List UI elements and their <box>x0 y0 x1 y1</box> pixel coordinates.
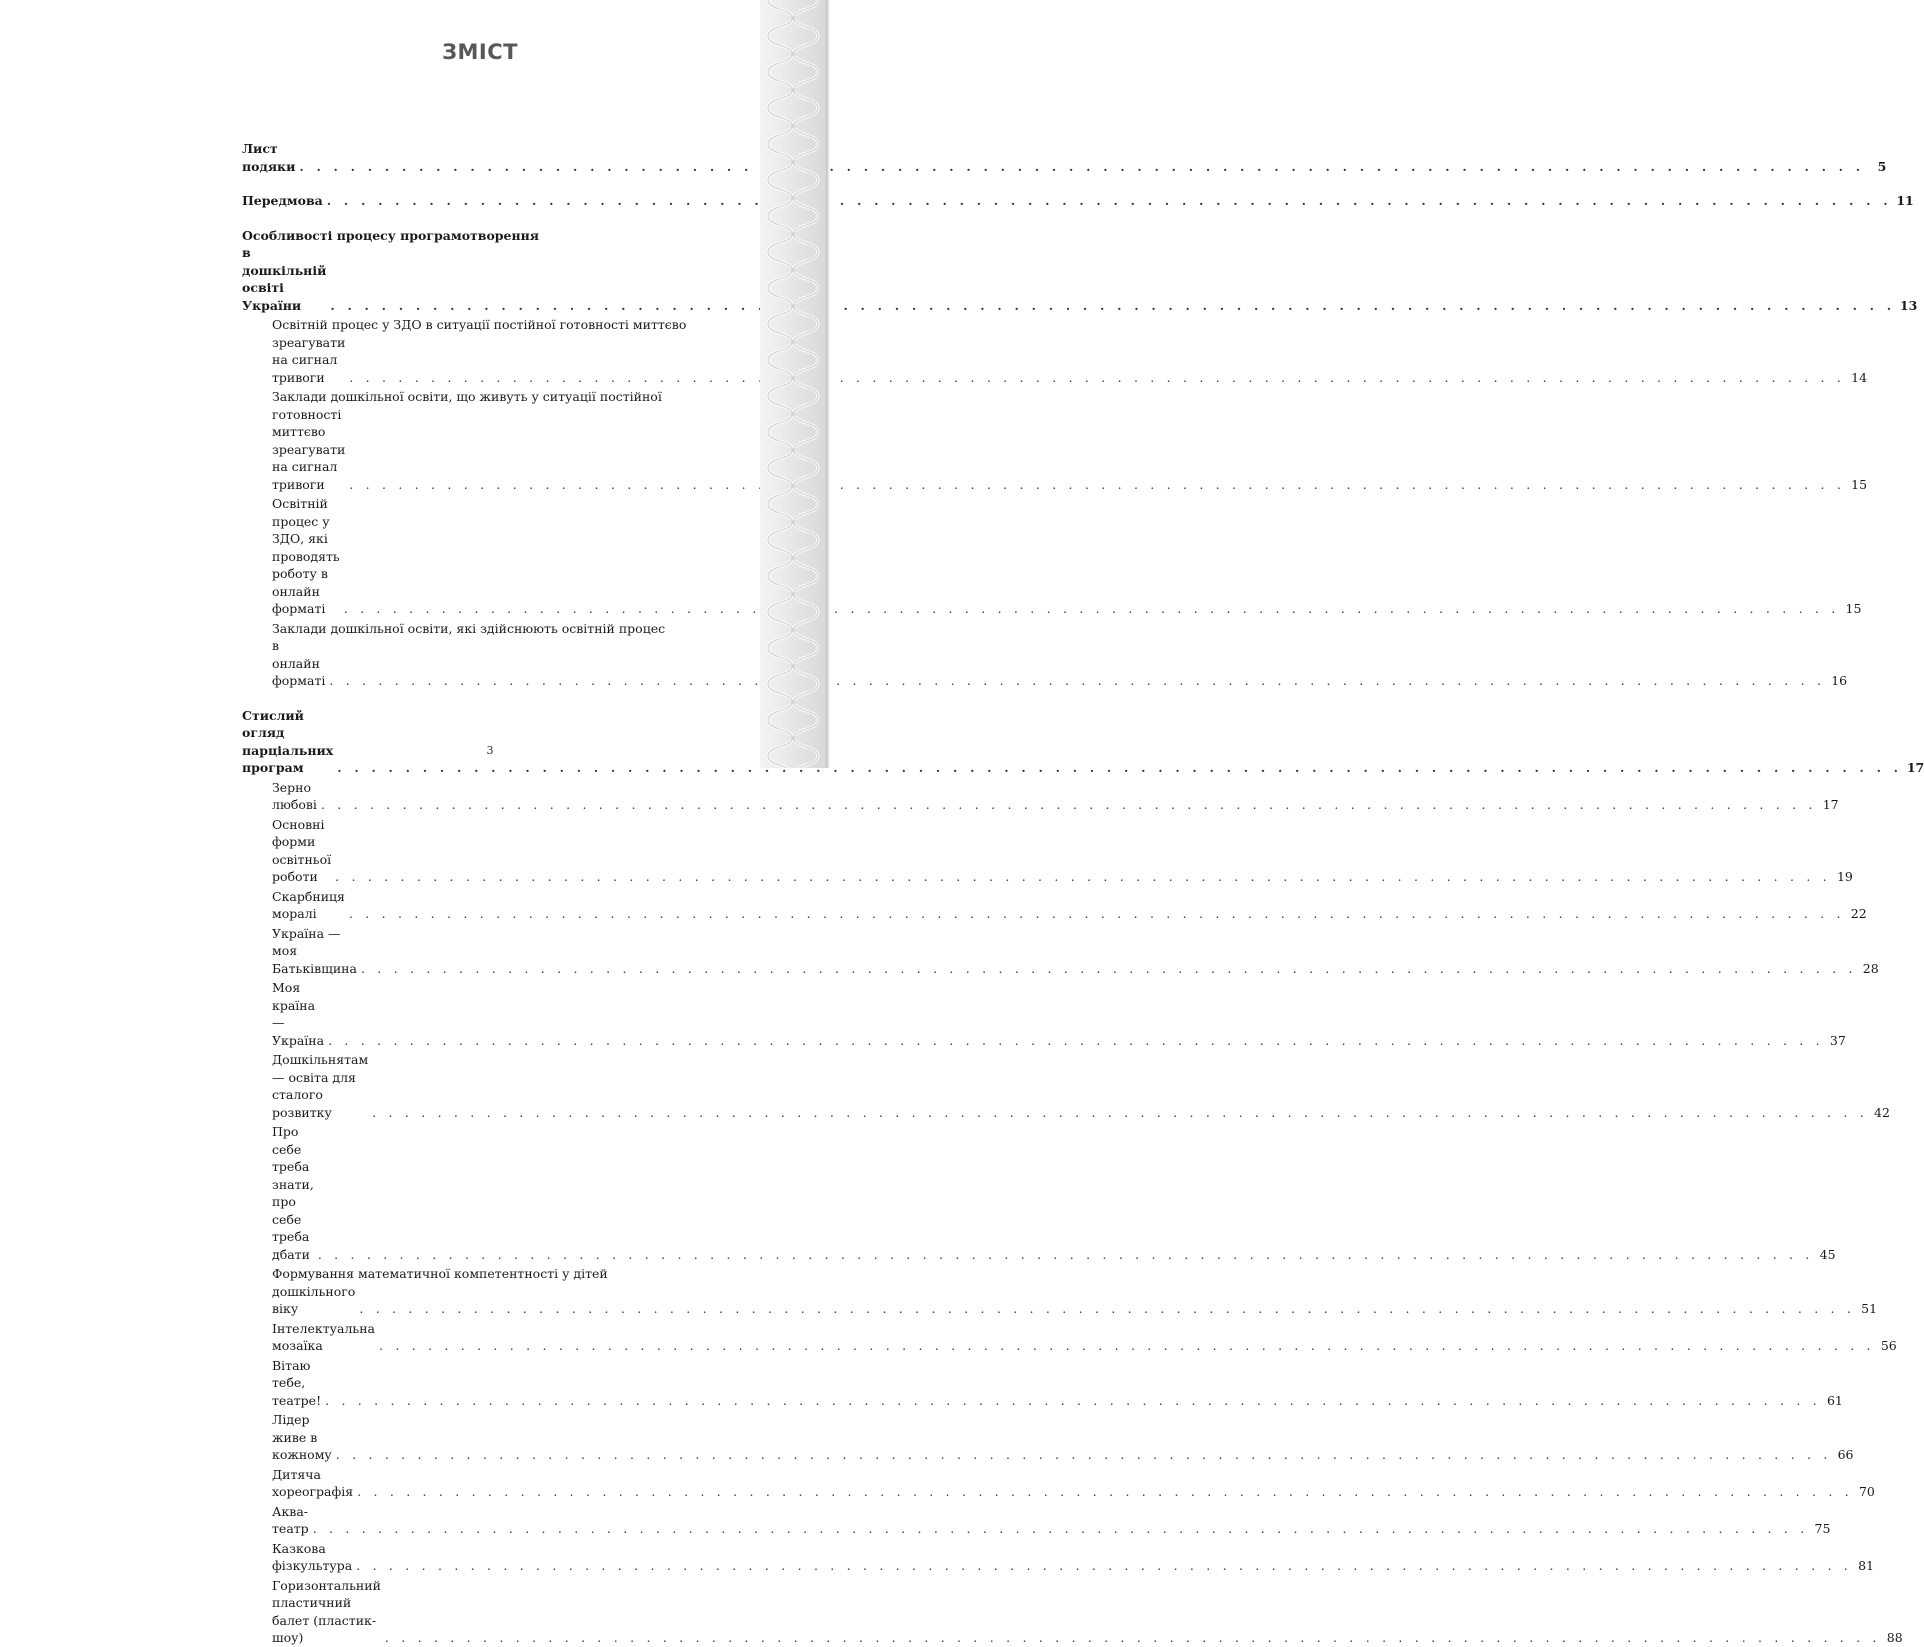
toc-dot-leader <box>349 905 1845 923</box>
toc-page-number: 75 <box>1814 1521 1831 1536</box>
toc-entry-row <box>272 1051 1890 1121</box>
toc-entry-title: Зерно любові <box>272 779 317 812</box>
toc-dot-leader <box>372 1104 1868 1122</box>
toc-dot-leader <box>328 1032 1824 1050</box>
toc-entry-title: Вітаю тебе, театре! <box>272 1357 322 1408</box>
toc-dot-leader <box>361 960 1857 978</box>
toc-entry-row <box>272 1411 1854 1464</box>
toc-entry-row <box>272 1357 1843 1410</box>
toc-entry-row <box>272 816 1853 886</box>
toc-dot-leader <box>299 158 1864 176</box>
toc-dot-leader <box>325 1392 1821 1410</box>
toc-dot-leader <box>344 600 1840 618</box>
toc-entry-title: Скарбниця моралі <box>272 888 345 921</box>
toc-page-number: 37 <box>1829 1032 1846 1048</box>
toc-subsection-entry <box>242 888 1867 923</box>
toc-dot-leader <box>359 1300 1855 1318</box>
toc-entry-title: в дошкільній освіті України <box>242 245 327 313</box>
toc-entry-row <box>272 334 1868 387</box>
toc-subsection-entry <box>242 1577 1903 1647</box>
toc-dot-leader <box>385 1629 1881 1647</box>
toc-section-entry <box>242 227 1918 315</box>
toc-subsection-entry <box>242 1357 1843 1410</box>
toc-entry-row <box>242 140 1887 175</box>
toc-section-entry <box>242 192 1914 210</box>
toc-dot-leader <box>379 1337 1875 1355</box>
toc-page-number: 51 <box>1861 1301 1878 1316</box>
toc-entry-title-line: Особливості процесу програмотворення <box>242 227 540 243</box>
toc-entry-row <box>272 1283 1878 1318</box>
page-number: 3 <box>486 744 494 757</box>
toc-entry-row <box>272 925 1879 978</box>
toc-page-number: 17 <box>1906 760 1924 775</box>
toc-dot-leader <box>336 1446 1832 1464</box>
toc-page-number: 70 <box>1858 1484 1875 1499</box>
toc-entry-title: Горизонтальний пластичний балет (пластик-шоу) <box>272 1577 381 1645</box>
toc-entry-title: Казкова фізкультура <box>272 1540 353 1573</box>
toc-page-number: 81 <box>1858 1558 1874 1573</box>
toc-entry-row <box>272 1503 1831 1538</box>
toc-section-entry <box>242 707 1924 777</box>
toc-subsection-entry <box>242 1265 1878 1318</box>
toc-subsection-entry <box>242 1503 1831 1538</box>
toc-entry-title: готовності миттєво зреагувати на сигнал тривоги <box>272 406 346 492</box>
toc-entry-row <box>272 1320 1897 1355</box>
toc-entry-row <box>272 1540 1874 1575</box>
toc-page-number: 28 <box>1862 960 1879 976</box>
table-of-contents <box>242 140 1924 1647</box>
toc-entry-row <box>272 1123 1836 1263</box>
braid-ornament-icon <box>760 0 826 768</box>
toc-entry-title: Лист подяки <box>242 141 296 174</box>
toc-entry-row <box>272 406 1868 494</box>
toc-subsection-entry <box>242 388 1868 493</box>
toc-entry-row <box>242 192 1914 210</box>
toc-dot-leader <box>356 1557 1852 1575</box>
toc-subsection-entry <box>242 779 1839 814</box>
toc-subsection-entry <box>242 1123 1836 1263</box>
toc-dot-leader <box>349 369 1845 387</box>
toc-page-number: 11 <box>1896 193 1914 208</box>
toc-dot-leader <box>327 192 1892 210</box>
toc-entry-title: Передмова <box>242 193 323 208</box>
toc-entry-title-line: Освітній процес у ЗДО в ситуації постійної готовності миттєво <box>272 317 687 332</box>
toc-page-number: 42 <box>1874 1104 1890 1120</box>
toc-entry-title: Інтелектуальна мозаїка <box>272 1320 375 1353</box>
toc-entry-title: Аква-театр <box>272 1503 309 1536</box>
toc-dot-leader <box>357 1483 1853 1501</box>
toc-page-number: 19 <box>1836 869 1853 884</box>
toc-subsection-entry <box>242 925 1879 978</box>
toc-dot-leader <box>337 759 1902 777</box>
spine-shadow <box>826 0 830 768</box>
toc-dot-leader <box>329 672 1825 690</box>
toc-entry-title-line: Формування математичної компетентності у дітей <box>272 1266 608 1281</box>
toc-subsection-entry <box>242 1540 1874 1575</box>
toc-entry-row <box>272 637 1848 690</box>
toc-entry-title: в онлайн форматі <box>272 638 326 688</box>
toc-subsection-entry <box>242 620 1848 690</box>
toc-subsection-entry <box>242 1051 1890 1121</box>
toc-page-number: 14 <box>1851 369 1868 385</box>
toc-subsection-entry <box>242 1411 1854 1464</box>
toc-page-number: 45 <box>1819 1246 1836 1262</box>
toc-subsection-entry <box>242 979 1846 1049</box>
toc-page-number: 17 <box>1822 797 1839 812</box>
toc-entry-row <box>272 495 1862 618</box>
toc-entry-title: Дитяча хореографія <box>272 1466 354 1499</box>
page-title: ЗМІСТ <box>442 40 518 64</box>
toc-subsection-entry <box>242 816 1853 886</box>
toc-page-number: 22 <box>1850 906 1867 921</box>
toc-subsection-entry <box>242 1320 1897 1355</box>
toc-entry-title-line: Заклади дошкільної освіти, що живуть у ситуації постійної <box>272 389 662 404</box>
toc-page-number: 16 <box>1831 673 1848 688</box>
toc-dot-leader <box>330 297 1895 315</box>
toc-page-number: 88 <box>1886 1630 1903 1645</box>
toc-entry-title-line: Заклади дошкільної освіти, які здійснюють освітній процес <box>272 620 666 636</box>
toc-entry-row <box>272 1577 1903 1647</box>
toc-page-number: 61 <box>1826 1392 1843 1408</box>
toc-entry-title: Стислий огляд парціальних програм <box>242 707 334 775</box>
toc-dot-leader <box>321 796 1817 814</box>
toc-entry-title: Україна — моя Батьківщина <box>272 925 357 976</box>
toc-entry-title: дошкільного віку <box>272 1283 356 1316</box>
toc-dot-leader <box>349 476 1845 494</box>
toc-entry-row <box>242 707 1924 777</box>
toc-subsection-entry <box>242 316 1868 386</box>
toc-entry-title: Моя країна — Україна <box>272 980 325 1048</box>
toc-dot-leader <box>313 1520 1809 1538</box>
toc-section-entry <box>242 140 1887 175</box>
toc-entry-title: зреагувати на сигнал тривоги <box>272 334 346 385</box>
toc-entry-title: Про себе треба знати, про себе треба дбати <box>272 1124 314 1262</box>
toc-page-number: 56 <box>1880 1338 1897 1353</box>
toc-entry-title: Дошкільнятам — освіта для сталого розвитку <box>272 1052 369 1120</box>
toc-page-number: 13 <box>1899 297 1918 313</box>
toc-page-number: 15 <box>1851 476 1868 492</box>
toc-entry-title: Лідер живе в кожному <box>272 1412 332 1462</box>
toc-entry-row <box>272 979 1846 1049</box>
toc-entry-row <box>242 244 1918 314</box>
toc-entry-row <box>272 779 1839 814</box>
toc-dot-leader <box>318 1246 1814 1264</box>
toc-page-number: 15 <box>1845 601 1862 616</box>
toc-entry-row <box>272 888 1867 923</box>
toc-subsection-entry <box>242 495 1862 618</box>
toc-page-number: 5 <box>1877 158 1887 174</box>
toc-entry-row <box>272 1466 1875 1501</box>
toc-dot-leader <box>335 868 1831 886</box>
book-spine-ornament <box>760 0 826 768</box>
toc-page-number: 66 <box>1837 1447 1854 1462</box>
toc-entry-title: Освітній процес у ЗДО, які проводять роботу в онлайн форматі <box>272 496 340 616</box>
toc-subsection-entry <box>242 1466 1875 1501</box>
toc-entry-title: Основні форми освітньої роботи <box>272 816 332 884</box>
